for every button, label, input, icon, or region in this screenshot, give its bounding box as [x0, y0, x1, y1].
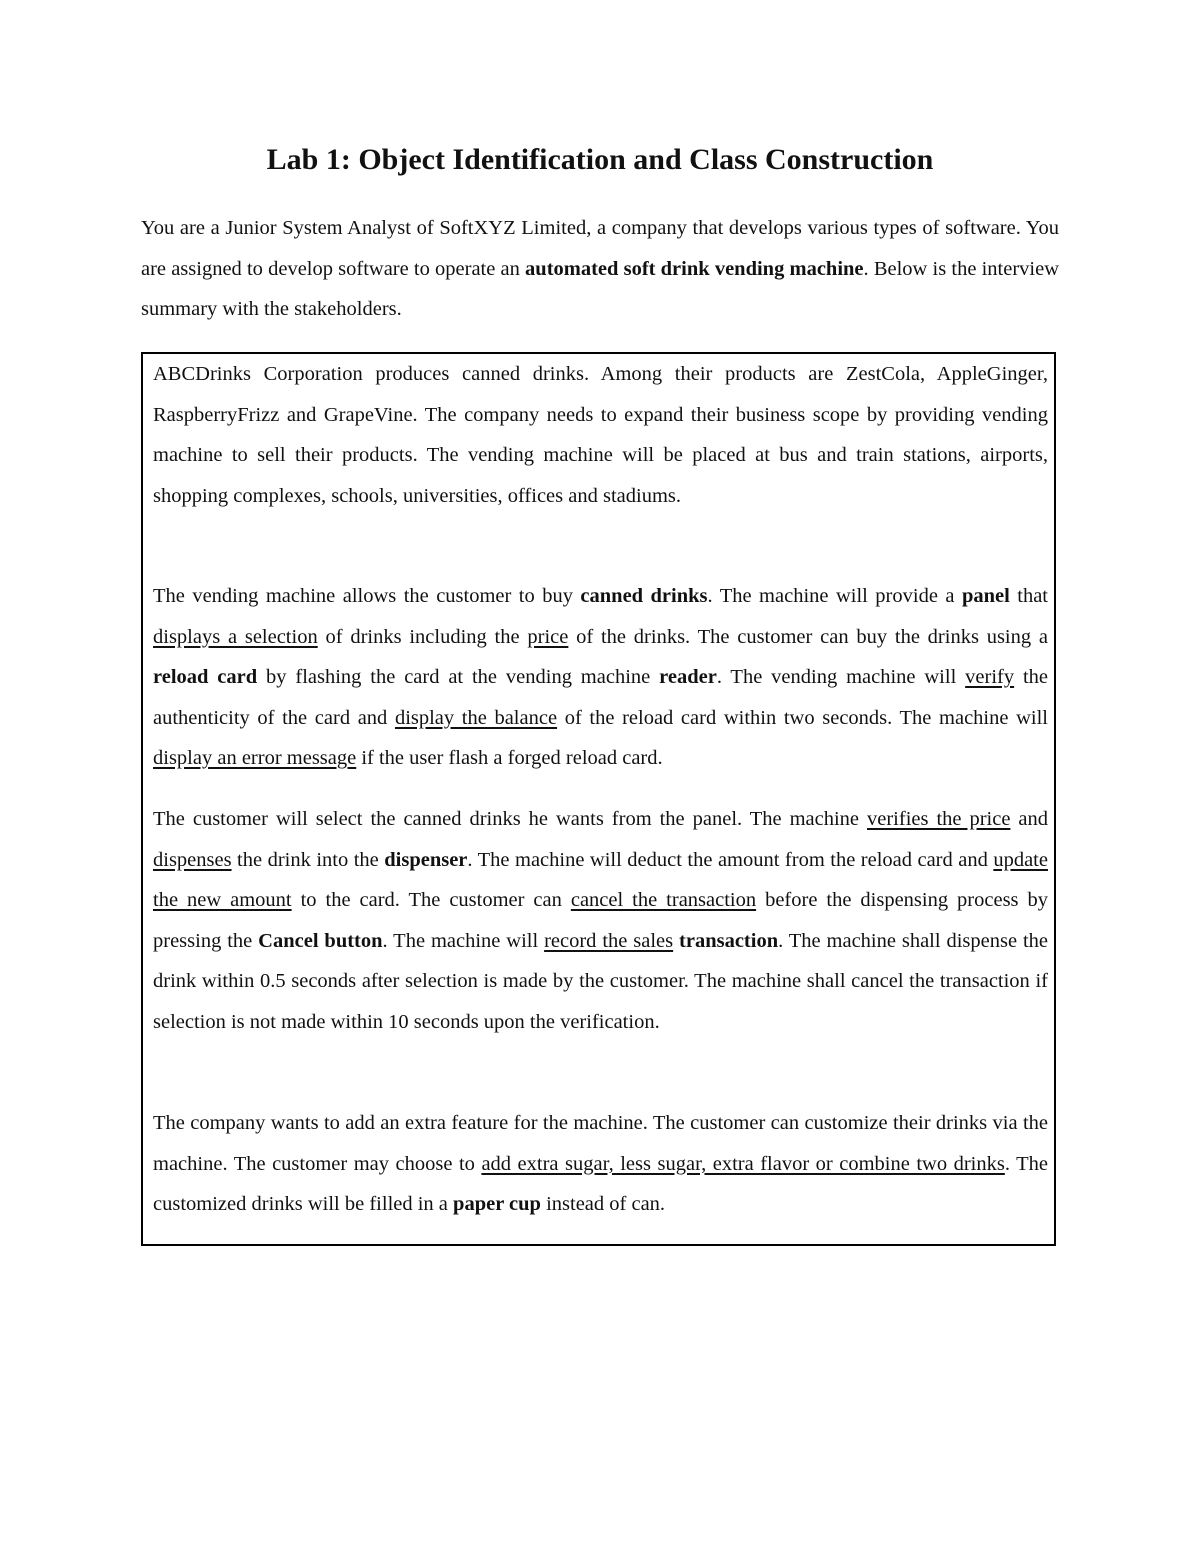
summary-paragraph-1: [153, 354, 1048, 516]
text-run: The company wants to add an extra feature for the machine. The customer can customize their drinks via the machine. The customer may choose to: [153, 1112, 1048, 1175]
text-run: ABCDrinks Corporation produces canned drinks. Among their products are ZestCola, AppleGinger, RaspberryFrizz and GrapeVine. The company needs to expand their business scope by providing vending machine to sell their products. The vending machine will be placed at bus and train stations, airports, shopping complexes, schools, universities, offices and stadiums.: [153, 363, 1048, 507]
text-run: of the reload card within two seconds. The machine will: [557, 706, 1048, 729]
underlined-phrase: dispenses: [153, 848, 232, 871]
underlined-phrase: verify: [965, 666, 1015, 688]
text-run: and: [1010, 808, 1048, 830]
text-run: You are a Junior System Analyst of SoftXYZ Limited, a company that develops various types of software. You are assigned to develop software to operate an: [141, 217, 1059, 280]
text-run: the drink into the: [231, 848, 385, 871]
text-run: The vending machine allows the customer to buy: [153, 585, 581, 607]
bold-term: dispenser: [384, 848, 468, 871]
underlined-phrase: display the balance: [394, 706, 558, 729]
text-run: if the user flash a forged reload card.: [356, 747, 663, 769]
text-run: before the dispensing process by pressing the: [153, 889, 1048, 952]
text-run: to the card. The customer can: [291, 889, 571, 911]
underlined-phrase: verifies the price: [867, 808, 1011, 830]
bold-term: Cancel button: [258, 929, 383, 952]
text-run: the authenticity of the card and: [153, 666, 1049, 729]
underlined-phrase: display an error message: [153, 747, 357, 769]
summary-paragraph-2: [153, 576, 1048, 779]
bold-term: panel: [961, 585, 1010, 607]
underlined-phrase: add extra sugar, less sugar, extra flavor or combine two drinks: [481, 1152, 1005, 1175]
text-run: The customer will select the canned drinks he wants from the panel. The machine: [153, 808, 867, 830]
text-run: that: [1009, 585, 1048, 607]
text-run: . The customized drinks will be filled in a: [153, 1152, 1048, 1215]
text-run: . The machine will deduct the amount from the reload card and: [467, 848, 994, 871]
bold-term: reload card: [153, 666, 258, 688]
text-run: . The vending machine will: [716, 666, 966, 688]
bold-term: paper cup: [453, 1193, 541, 1215]
summary-paragraph-4: [153, 1103, 1048, 1225]
bold-term: canned drinks: [580, 585, 708, 607]
underlined-phrase: record the sales: [544, 929, 674, 952]
underlined-phrase: price: [527, 625, 569, 648]
bold-term: transaction: [679, 929, 779, 952]
text-run: of drinks including the: [317, 625, 528, 648]
interview-summary-box: [141, 352, 1056, 1246]
text-run: by flashing the card at the vending machine: [257, 666, 660, 688]
text-run: . The machine will provide a: [707, 585, 962, 607]
bold-term: automated soft drink vending machine: [525, 257, 864, 280]
bold-term: reader: [659, 666, 717, 688]
underlined-phrase: displays a selection: [153, 625, 318, 648]
text-run: . The machine shall dispense the drink within 0.5 seconds after selection is made by the customer. The machine shall cancel the transaction if selection is not made within 10 seconds upon the verification.: [153, 929, 1049, 1033]
text-run: instead of can.: [540, 1193, 666, 1215]
text-run: . Below is the interview summary with the stakeholders.: [141, 257, 1060, 320]
page-title: Lab 1: Object Identification and Class Construction: [266, 143, 934, 176]
summary-paragraph-3: [153, 799, 1048, 1042]
text-run: . The machine will: [382, 929, 545, 952]
underlined-phrase: update the new amount: [153, 848, 1048, 911]
underlined-phrase: cancel the transaction: [570, 889, 757, 911]
text-run: of the drinks. The customer can buy the drinks using a: [568, 625, 1049, 648]
intro-paragraph: [141, 208, 1059, 330]
